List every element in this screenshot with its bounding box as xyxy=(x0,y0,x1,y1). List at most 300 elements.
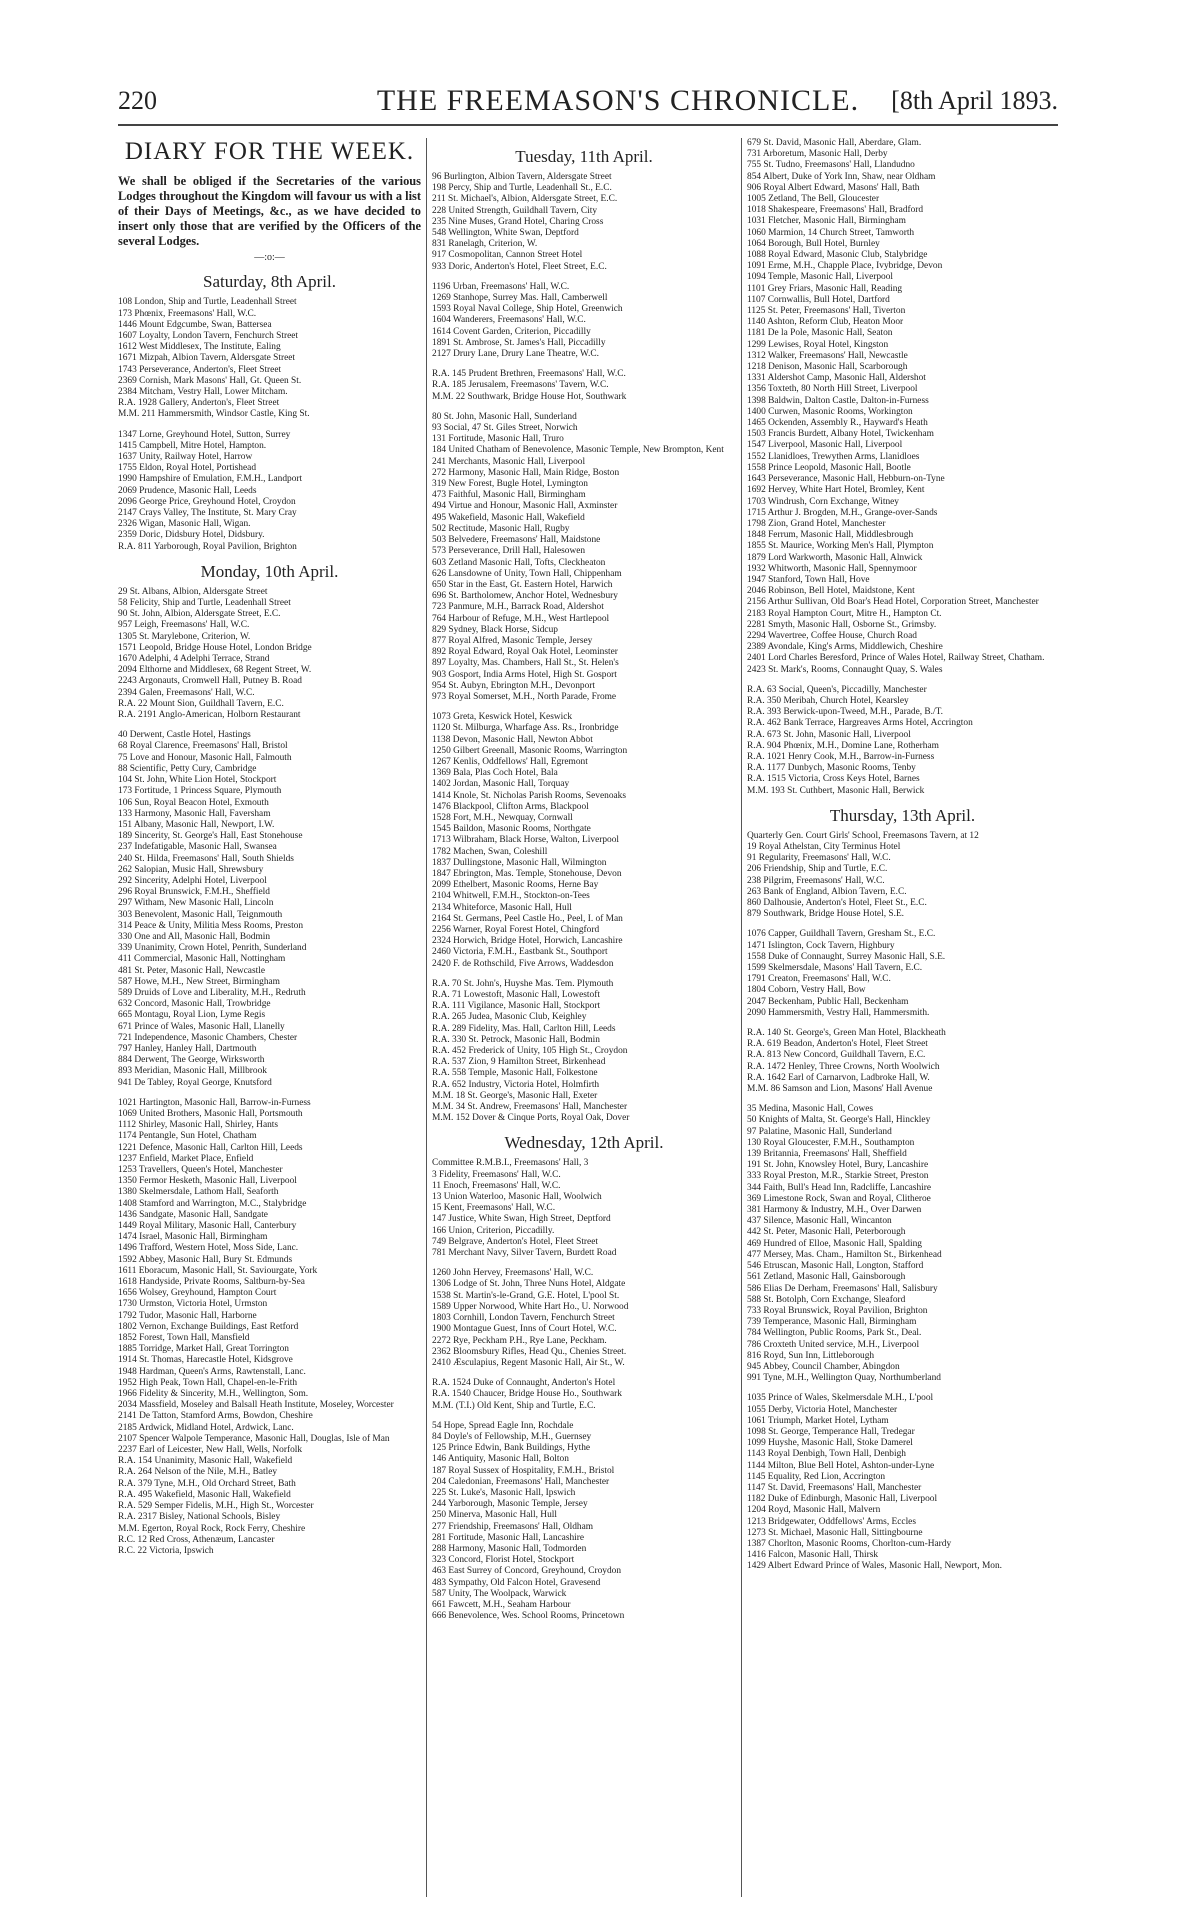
lodge-entry: 1593 Royal Naval College, Ship Hotel, Greenwich xyxy=(432,304,623,315)
lodge-entry: 97 Palatine, Masonic Hall, Sunderland xyxy=(747,1126,892,1137)
lodge-entry: 1091 Erme, M.H., Chapple Place, Ivybridge, Devon xyxy=(747,261,943,272)
lodge-entry: 2069 Prudence, Masonic Hall, Leeds xyxy=(118,485,257,496)
group-gap xyxy=(118,721,421,730)
lodge-entry: 831 Ranelagh, Criterion, W. xyxy=(432,239,538,250)
lodge-entry: 671 Prince of Wales, Masonic Hall, Llanelly xyxy=(118,1021,285,1032)
lodge-entry: 1855 St. Maurice, Working Men's Hall, Plympton xyxy=(747,541,934,552)
lodge-entry: 1503 Francis Burdett, Albany Hotel, Twickenham xyxy=(747,429,934,440)
lodge-entry: 1637 Unity, Railway Hotel, Harrow xyxy=(118,452,253,463)
lodge-entry: 1611 Eboracum, Masonic Hall, St. Saviourgate, York xyxy=(118,1265,318,1276)
lodge-entry: Committee R.M.B.I., Freemasons' Hall, 3 xyxy=(432,1158,589,1169)
group-gap xyxy=(432,273,736,282)
lodge-entry: 494 Virtue and Honour, Masonic Hall, Axminster xyxy=(432,501,618,512)
lodge-entry: 1852 Forest, Town Hall, Mansfield xyxy=(118,1333,250,1344)
lodge-entry: 228 United Strength, Guildhall Tavern, City xyxy=(432,205,598,216)
lodge-entry: 151 Albany, Masonic Hall, Newport, I.W. xyxy=(118,819,275,830)
diary-title: DIARY FOR THE WEEK. xyxy=(124,138,415,165)
lodge-entry: 1703 Windrush, Corn Exchange, Witney xyxy=(747,496,899,507)
lodge-entry: 1792 Tudor, Masonic Hall, Harborne xyxy=(118,1310,257,1321)
lodge-entry: 829 Sydney, Black Horse, Sidcup xyxy=(432,624,558,635)
lodge-entry: 1204 Royd, Masonic Hall, Malvern xyxy=(747,1505,881,1516)
lodge-entry: 1107 Cornwallis, Bull Hotel, Dartford xyxy=(747,294,890,305)
lodge-entry: 1476 Blackpool, Clifton Arms, Blackpool xyxy=(432,801,589,812)
lodge-entry: 1429 Albert Edward Prince of Wales, Masonic Hall, Newport, Mon. xyxy=(747,1561,1003,1572)
lodge-entry: 1547 Liverpool, Masonic Hall, Liverpool xyxy=(747,440,903,451)
lodge-entry: 1571 Leopold, Bridge House Hotel, London Bridge xyxy=(118,642,312,653)
lodge-entry: R.A. 813 New Concord, Guildhall Tavern, E.C. xyxy=(747,1050,926,1061)
lodge-entry: M.M. 34 St. Andrew, Freemasons' Hall, Manchester xyxy=(432,1102,628,1113)
lodge-entry: 2359 Doric, Didsbury Hotel, Didsbury. xyxy=(118,530,265,541)
lodge-entry: 816 Royd, Sun Inn, Littleborough xyxy=(747,1350,875,1361)
lodge-entry: 1356 Toxteth, 80 North Hill Street, Liverpool xyxy=(747,384,918,395)
lodge-entry: 588 St. Botolph, Corn Exchange, Sleaford xyxy=(747,1294,906,1305)
lodge-entry: 1837 Dullingstone, Masonic Hall, Wilmington xyxy=(432,857,607,868)
lodge-entry: 235 Nine Muses, Grand Hotel, Charing Cross xyxy=(432,216,604,227)
lodge-entry: R.A. 265 Judea, Masonic Club, Keighley xyxy=(432,1012,587,1023)
lodge-entry: 1446 Mount Edgcumbe, Swan, Battersea xyxy=(118,319,272,330)
lodge-entry: 189 Sincerity, St. George's Hall, East Stonehouse xyxy=(118,831,303,842)
lodge-entry: M.M. 22 Southwark, Bridge House Hot, Southwark xyxy=(432,391,627,402)
lodge-entry: 2324 Horwich, Bridge Hotel, Horwich, Lancashire xyxy=(432,936,623,947)
lodge-entry: 1885 Torridge, Market Hall, Great Torrington xyxy=(118,1344,289,1355)
column-1-body xyxy=(118,272,421,1557)
lodge-entry: 244 Yarborough, Masonic Temple, Jersey xyxy=(432,1499,588,1510)
lodge-entry: 495 Wakefield, Masonic Hall, Wakefield xyxy=(432,512,585,523)
lodge-entry: 68 Royal Clarence, Freemasons' Hall, Bristol xyxy=(118,741,288,752)
column-2 xyxy=(432,138,736,1897)
lodge-entry: 187 Royal Sussex of Hospitality, F.M.H., Bristol xyxy=(432,1465,615,1476)
lodge-entry: 1312 Walker, Freemasons' Hall, Newcastle xyxy=(747,350,908,361)
lodge-entry: 1618 Handyside, Private Rooms, Saltburn-by-Sea xyxy=(118,1277,305,1288)
lodge-entry: 897 Loyalty, Mas. Chambers, Hall St., St. Helen's xyxy=(432,658,619,669)
lodge-entry: 546 Etruscan, Masonic Hall, Longton, Stafford xyxy=(747,1261,924,1272)
lodge-entry: 1250 Gilbert Greenall, Masonic Rooms, Warrington xyxy=(432,745,628,756)
lodge-entry: 679 St. David, Masonic Hall, Aberdare, Glam. xyxy=(747,138,922,148)
lodge-entry: 3 Fidelity, Freemasons' Hall, W.C. xyxy=(432,1169,561,1180)
lodge-entry: 2243 Argonauts, Cromwell Hall, Putney B. Road xyxy=(118,676,302,687)
lodge-entry: 1545 Baildon, Masonic Rooms, Northgate xyxy=(432,824,591,835)
lodge-entry: 133 Harmony, Masonic Hall, Faversham xyxy=(118,808,271,819)
lodge-entry: M.M. 18 St. George's, Masonic Hall, Exeter xyxy=(432,1090,598,1101)
lodge-entry: R.A. 111 Vigilance, Masonic Hall, Stockport xyxy=(432,1001,601,1012)
lodge-entry: R.A. 393 Berwick-upon-Tweed, M.H., Parade, B./T. xyxy=(747,707,944,718)
lodge-entry: 1253 Travellers, Queen's Hotel, Manchester xyxy=(118,1165,283,1175)
lodge-entry: 877 Royal Alfred, Masonic Temple, Jersey xyxy=(432,635,593,646)
lodge-entry: 1589 Upper Norwood, White Hart Ho., U. Norwood xyxy=(432,1301,629,1312)
lodge-entry: 40 Derwent, Castle Hotel, Hastings xyxy=(118,730,251,741)
lodge-entry: M.M. 152 Dover & Cinque Ports, Royal Oak, Dover xyxy=(432,1113,630,1124)
lodge-entry: 323 Concord, Florist Hotel, Stockport xyxy=(432,1555,575,1566)
lodge-entry: 906 Royal Albert Edward, Masons' Hall, Bath xyxy=(747,182,920,193)
lodge-entry: 2362 Bloomsbury Rifles, Head Qu., Chenies Street. xyxy=(432,1346,627,1357)
lodge-entry: 191 St. John, Knowsley Hotel, Bury, Lancashire xyxy=(747,1160,929,1171)
lodge-entry: 1804 Coborn, Vestry Hall, Bow xyxy=(747,985,866,996)
lodge-entry: 917 Cosmopolitan, Cannon Street Hotel xyxy=(432,250,583,261)
lodge-entry: 469 Hundred of Elloe, Masonic Hall, Spalding xyxy=(747,1238,922,1249)
lodge-entry: 1400 Curwen, Masonic Rooms, Workington xyxy=(747,406,913,417)
lodge-entry: 1143 Royal Denbigh, Town Hall, Denbigh xyxy=(747,1449,906,1460)
lodge-entry: 903 Gosport, India Arms Hotel, High St. Gosport xyxy=(432,669,617,680)
lodge-entry: 1436 Sandgate, Masonic Hall, Sandgate xyxy=(118,1209,268,1220)
lodge-entry: R.C. 22 Victoria, Ipswich xyxy=(118,1545,214,1556)
lodge-entry: 1035 Prince of Wales, Skelmersdale M.H., L'pool xyxy=(747,1393,934,1404)
lodge-entry: 721 Independence, Masonic Chambers, Chester xyxy=(118,1032,298,1043)
lodge-entry: 2164 St. Germans, Peel Castle Ho., Peel, I. of Man xyxy=(432,913,623,924)
lodge-entry: 1948 Hardman, Queen's Arms, Rawtenstall, Lanc. xyxy=(118,1366,306,1377)
lodge-entry: 166 Union, Criterion, Piccadilly. xyxy=(432,1225,555,1236)
lodge-entry: 1073 Greta, Keswick Hotel, Keswick xyxy=(432,712,573,723)
lodge-entry: R.A. 22 Mount Sion, Guildhall Tavern, E.C. xyxy=(118,698,284,709)
lodge-entry: R.A. 330 St. Petrock, Masonic Hall, Bodmin xyxy=(432,1034,600,1045)
lodge-entry: 797 Hanley, Hanley Hall, Dartmouth xyxy=(118,1043,257,1054)
day-heading: Wednesday, 12th April. xyxy=(504,1133,664,1153)
lodge-entry: R.A. 811 Yarborough, Royal Pavilion, Brighton xyxy=(118,541,297,552)
lodge-entry: 319 New Forest, Bugle Hotel, Lymington xyxy=(432,479,588,490)
lodge-entry: 786 Croxteth United service, M.H., Liverpool xyxy=(747,1339,920,1350)
lodge-entry: 2256 Warner, Royal Forest Hotel, Chingford xyxy=(432,925,600,935)
lodge-entry: 272 Harmony, Masonic Hall, Main Ridge, Boston xyxy=(432,467,620,478)
lodge-entry: M.M. (T.I.) Old Kent, Ship and Turtle, E.C. xyxy=(432,1400,596,1411)
group-gap xyxy=(747,920,1058,929)
lodge-entry: 884 Derwent, The George, Wirksworth xyxy=(118,1055,265,1066)
lodge-entry: 2326 Wigan, Masonic Hall, Wigan. xyxy=(118,519,251,530)
page-number: 220 xyxy=(118,86,157,115)
lodge-entry: 1408 Stamford and Warrington, M.C., Stalybridge xyxy=(118,1198,307,1209)
lodge-entry: 2272 Rye, Peckham P.H., Rye Lane, Peckham. xyxy=(432,1335,607,1346)
lodge-entry: 50 Knights of Malta, St. George's Hall, Hinckley xyxy=(747,1115,931,1126)
lodge-entry: 11 Enoch, Freemasons' Hall, W.C. xyxy=(432,1180,561,1191)
lodge-entry: 1331 Aldershot Camp, Masonic Hall, Aldershot xyxy=(747,373,926,384)
lodge-entry: 1147 St. David, Freemasons' Hall, Manchester xyxy=(747,1482,922,1493)
day-heading: Thursday, 13th April. xyxy=(829,805,976,825)
lodge-entry: 108 London, Ship and Turtle, Leadenhall Street xyxy=(118,297,297,308)
lodge-entry: R.A. 2317 Bisley, National Schools, Bisley xyxy=(118,1512,281,1523)
lodge-entry: 15 Kent, Freemasons' Hall, W.C. xyxy=(432,1203,556,1214)
lodge-entry: 1782 Machen, Swan, Coleshill xyxy=(432,846,548,857)
lodge-entry: 1416 Falcon, Masonic Hall, Thirsk xyxy=(747,1550,879,1561)
lodge-entry: 297 Witham, New Masonic Hall, Lincoln xyxy=(118,898,274,909)
lodge-entry: 1891 St. Ambrose, St. James's Hall, Piccadilly xyxy=(432,337,606,348)
lodge-entry: 2420 F. de Rothschild, Five Arrows, Waddesdon xyxy=(432,958,614,969)
lodge-entry: 477 Mersey, Mas. Cham., Hamilton St., Birkenhead xyxy=(747,1249,942,1260)
lodge-entry: 1715 Arthur J. Brogden, M.H., Grange-over-Sands xyxy=(747,507,938,518)
lodge-entry: 991 Tyne, M.H., Wellington Quay, Northumberland xyxy=(747,1373,941,1384)
lodge-entry: 91 Regularity, Freemasons' Hall, W.C. xyxy=(747,853,891,864)
lodge-entry: R.A. 1021 Henry Cook, M.H., Barrow-in-Furness xyxy=(747,751,935,762)
lodge-entry: 75 Love and Honour, Masonic Hall, Falmouth xyxy=(118,752,292,763)
lodge-entry: 1005 Zetland, The Bell, Gloucester xyxy=(747,194,880,205)
lodge-entry: 650 Star in the East, Gt. Eastern Hotel, Harwich xyxy=(432,579,613,590)
lodge-entry: 1060 Marmion, 14 Church Street, Tamworth xyxy=(747,227,915,238)
lodge-entry: 35 Medina, Masonic Hall, Cowes xyxy=(747,1104,874,1115)
lodge-entry: 292 Sincerity, Adelphi Hotel, Liverpool xyxy=(118,875,267,886)
lodge-entry: 1076 Capper, Guildhall Tavern, Gresham St., E.C. xyxy=(747,929,936,940)
day-heading: Monday, 10th April. xyxy=(200,561,339,581)
lodge-entry: 1088 Royal Edward, Masonic Club, Stalybridge xyxy=(747,250,928,261)
lodge-entry: R.A. 63 Social, Queen's, Piccadilly, Manchester xyxy=(747,684,927,695)
lodge-entry: 1803 Cornhill, London Tavern, Fenchurch Street xyxy=(432,1313,615,1324)
lodge-entry: 1932 Whitworth, Masonic Hall, Spennymoor xyxy=(747,563,917,574)
lodge-entry: 749 Belgrave, Anderton's Hotel, Fleet Street xyxy=(432,1236,598,1247)
lodge-entry: R.A. 154 Unanimity, Masonic Hall, Wakefield xyxy=(118,1456,293,1467)
lodge-entry: 2090 Hammersmith, Vestry Hall, Hammersmith. xyxy=(747,1007,930,1018)
lodge-entry: R.A. 145 Prudent Brethren, Freemasons' Hall, W.C. xyxy=(432,369,626,380)
lodge-entry: R.A. 1928 Gallery, Anderton's, Fleet Street xyxy=(118,398,280,409)
lodge-entry: 1474 Israel, Masonic Hall, Birmingham xyxy=(118,1232,268,1243)
lodge-entry: 548 Wellington, White Swan, Deptford xyxy=(432,228,579,239)
lodge-entry: 93 Social, 47 St. Giles Street, Norwich xyxy=(432,423,578,434)
column-2-body xyxy=(432,147,736,1622)
lodge-entry: 2127 Drury Lane, Drury Lane Theatre, W.C. xyxy=(432,349,599,360)
lodge-entry: 240 St. Hilda, Freemasons' Hall, South Shields xyxy=(118,853,294,864)
lodge-entry: 731 Arboretum, Masonic Hall, Derby xyxy=(747,149,888,160)
lodge-entry: 1471 Islington, Cock Tavern, Highbury xyxy=(747,940,895,951)
column-rule xyxy=(426,138,427,1897)
lodge-entry: R.A. 1515 Victoria, Cross Keys Hotel, Barnes xyxy=(747,774,920,785)
group-gap xyxy=(432,970,736,979)
lodge-entry: 238 Pilgrim, Freemasons' Hall, W.C. xyxy=(747,875,885,886)
lodge-entry: 1755 Eldon, Royal Hotel, Portishead xyxy=(118,463,257,474)
lodge-entry: 204 Caledonian, Freemasons' Hall, Manchester xyxy=(432,1476,610,1487)
column-rule xyxy=(741,138,742,1897)
lodge-entry: R.A. 1524 Duke of Connaught, Anderton's Hotel xyxy=(432,1378,616,1389)
lodge-entry: R.A. 652 Industry, Victoria Hotel, Holmfirth xyxy=(432,1079,600,1090)
lodge-entry: 1221 Defence, Masonic Hall, Carlton Hill, Leeds xyxy=(118,1142,303,1153)
lodge-entry: 2099 Ethelbert, Masonic Rooms, Herne Bay xyxy=(432,880,599,891)
lodge-entry: 1267 Kenlis, Oddfellows' Hall, Egremont xyxy=(432,756,588,767)
lodge-entry: 2141 De Tatton, Stamford Arms, Bowdon, Cheshire xyxy=(118,1411,313,1422)
lodge-entry: M.M. Egerton, Royal Rock, Rock Ferry, Cheshire xyxy=(118,1523,306,1534)
lodge-entry: 764 Harbour of Refuge, M.H., West Hartlepool xyxy=(432,613,610,624)
lodge-entry: R.A. 1540 Chaucer, Bridge House Ho., Southwark xyxy=(432,1389,622,1400)
lodge-entry: 957 Leigh, Freemasons' Hall, W.C. xyxy=(118,620,250,631)
lodge-entry: 344 Faith, Bull's Head Inn, Radcliffe, Lancashire xyxy=(747,1182,932,1193)
lodge-entry: 893 Meridian, Masonic Hall, Millbrook xyxy=(118,1066,267,1077)
lodge-entry: 84 Doyle's of Fellowship, M.H., Guernsey xyxy=(432,1431,592,1442)
group-gap xyxy=(432,1369,736,1378)
lodge-entry: 1387 Chorlton, Masonic Rooms, Chorlton-cum-Hardy xyxy=(747,1538,952,1549)
lodge-entry: 2460 Victoria, F.M.H., Eastbank St., Southport xyxy=(432,947,608,958)
lodge-entry: 879 Southwark, Bridge House Hotel, S.E. xyxy=(747,909,905,920)
lodge-entry: R.A. 1177 Dunbych, Masonic Rooms, Tenby xyxy=(747,763,916,774)
lodge-entry: 2394 Galen, Freemasons' Hall, W.C. xyxy=(118,687,255,698)
lodge-entry: 586 Elias De Derham, Freemasons' Hall, Salisbury xyxy=(747,1283,938,1294)
column-3-body xyxy=(747,138,1058,1573)
lodge-entry: R.A. 1642 Earl of Carnarvon, Ladbroke Hall, W. xyxy=(747,1072,930,1083)
lodge-entry: 54 Hope, Spread Eagle Inn, Rochdale xyxy=(432,1420,574,1431)
lodge-entry: 2423 St. Mark's, Rooms, Connaught Quay, S. Wales xyxy=(747,664,943,675)
separator: —:o:— xyxy=(254,252,285,264)
lodge-entry: 2107 Spencer Walpole Temperance, Masonic Hall, Douglas, Isle of Man xyxy=(118,1433,390,1444)
lodge-entry: 281 Fortitude, Masonic Hall, Lancashire xyxy=(432,1532,585,1543)
lodge-entry: 1021 Hartington, Masonic Hall, Barrow-in-Furness xyxy=(118,1097,311,1108)
lodge-entry: 2410 Æsculapius, Regent Masonic Hall, Air St., W. xyxy=(432,1357,625,1368)
lodge-entry: 147 Justice, White Swan, High Street, Deptford xyxy=(432,1214,611,1225)
lodge-entry: 104 St. John, White Lion Hotel, Stockport xyxy=(118,775,277,786)
lodge-entry: 411 Commercial, Masonic Hall, Nottingham xyxy=(118,954,286,965)
lodge-entry: 1269 Stanhope, Surrey Mas. Hall, Camberwell xyxy=(432,293,608,304)
lodge-entry: 1018 Shakespeare, Freemasons' Hall, Bradford xyxy=(747,205,924,216)
page-header xyxy=(118,84,1058,126)
lodge-entry: Quarterly Gen. Court Girls' School, Freemasons Tavern, at 12 xyxy=(747,830,979,841)
lodge-entry: 2047 Beckenham, Public Hall, Beckenham xyxy=(747,996,909,1007)
lodge-entry: R.A. 289 Fidelity, Mas. Hall, Carlton Hill, Leeds xyxy=(432,1023,616,1034)
lodge-entry: 1094 Temple, Masonic Hall, Liverpool xyxy=(747,272,894,283)
lodge-entry: 2094 Elthorne and Middlesex, 68 Regent Street, W. xyxy=(118,665,312,676)
lodge-entry: 473 Faithful, Masonic Hall, Birmingham xyxy=(432,490,586,501)
lodge-entry: 173 Fortitude, 1 Princess Square, Plymouth xyxy=(118,786,282,797)
group-gap xyxy=(747,1019,1058,1028)
lodge-entry: 2134 Whiteforce, Masonic Hall, Hull xyxy=(432,902,572,913)
lodge-entry: 973 Royal Somerset, M.H., North Parade, Frome xyxy=(432,691,617,702)
lodge-entry: R.A. 558 Temple, Masonic Hall, Folkestone xyxy=(432,1068,598,1079)
lodge-entry: 1990 Hampshire of Emulation, F.M.H., Landport xyxy=(118,474,303,485)
lodge-entry: 303 Benevolent, Masonic Hall, Teignmouth xyxy=(118,909,283,920)
lodge-entry: M.M. 193 St. Cuthbert, Masonic Hall, Berwick xyxy=(747,785,925,796)
lodge-entry: 2104 Whitwell, F.M.H., Stockton-on-Tees xyxy=(432,891,590,902)
lodge-entry: 589 Druids of Love and Liberality, M.H., Redruth xyxy=(118,987,306,998)
lodge-entry: 626 Lansdowne of Unity, Town Hall, Chippenham xyxy=(432,568,622,579)
lodge-entry: 88 Scientific, Petty Cury, Cambridge xyxy=(118,763,257,774)
lodge-entry: 481 St. Peter, Masonic Hall, Newcastle xyxy=(118,965,265,976)
lodge-entry: 139 Britannia, Freemasons' Hall, Sheffield xyxy=(747,1149,907,1160)
lodge-entry: 1947 Stanford, Town Hall, Hove xyxy=(747,574,870,585)
lodge-entry: 19 Royal Athelstan, City Terminus Hotel xyxy=(747,841,901,852)
lodge-entry: 1069 United Brothers, Masonic Hall, Portsmouth xyxy=(118,1108,303,1119)
lodge-entry: 666 Benevolence, Wes. School Rooms, Princetown xyxy=(432,1611,625,1622)
lodge-entry: 1306 Lodge of St. John, Three Nuns Hotel, Aldgate xyxy=(432,1279,626,1290)
lodge-entry: 225 St. Luke's, Masonic Hall, Ipswich xyxy=(432,1487,576,1498)
lodge-entry: 1064 Borough, Bull Hotel, Burnley xyxy=(747,238,880,249)
lodge-entry: 1552 Llanidloes, Trewythen Arms, Llanidloes xyxy=(747,451,920,462)
issue-date: [8th April 1893. xyxy=(891,86,1058,115)
lodge-entry: 1099 Huyshe, Masonic Hall, Stoke Damerel xyxy=(747,1438,913,1449)
lodge-entry: R.A. 495 Wakefield, Masonic Hall, Wakefield xyxy=(118,1489,291,1500)
lodge-entry: 241 Merchants, Masonic Hall, Liverpool xyxy=(432,456,586,467)
lodge-entry: 603 Zetland Masonic Hall, Tofts, Cleckheaton xyxy=(432,557,606,568)
lodge-entry: 587 Howe, M.H., New Street, Birmingham xyxy=(118,976,280,987)
column-1 xyxy=(118,138,421,1897)
lodge-entry: 125 Prince Edwin, Bank Buildings, Hythe xyxy=(432,1443,591,1454)
lodge-entry: 1031 Fletcher, Masonic Hall, Birmingham xyxy=(747,216,906,227)
lodge-entry: 369 Limestone Rock, Swan and Royal, Clitheroe xyxy=(747,1193,931,1204)
lodge-entry: 262 Salopian, Music Hall, Shrewsbury xyxy=(118,864,264,875)
lodge-entry: 954 St. Aubyn, Ebrington M.H., Devonport xyxy=(432,680,596,691)
lodge-entry: 860 Dalhousie, Anderton's Hotel, Fleet St., E.C. xyxy=(747,898,927,908)
lodge-entry: 330 One and All, Masonic Hall, Bodmin xyxy=(118,931,271,942)
lodge-entry: 1791 Creaton, Freemasons' Hall, W.C. xyxy=(747,974,891,985)
lodge-entry: 1305 St. Marylebone, Criterion, W. xyxy=(118,631,251,642)
lodge-entry: 1120 St. Milburga, Wharfage Ass. Rs., Ironbridge xyxy=(432,723,619,734)
lodge-entry: 933 Doric, Anderton's Hotel, Fleet Street, E.C. xyxy=(432,261,607,272)
lodge-entry: 665 Montagu, Royal Lion, Lyme Regis xyxy=(118,1010,266,1021)
lodge-entry: 2096 George Price, Greyhound Hotel, Croydon xyxy=(118,496,296,507)
group-gap xyxy=(432,1412,736,1421)
lodge-entry: 106 Sun, Royal Beacon Hotel, Exmouth xyxy=(118,797,269,808)
lodge-entry: 1670 Adelphi, 4 Adelphi Terrace, Strand xyxy=(118,654,270,665)
lodge-entry: 1237 Enfield, Market Place, Enfield xyxy=(118,1153,254,1164)
lodge-entry: R.A. 537 Zion, 9 Hamilton Street, Birkenhead xyxy=(432,1057,606,1068)
lodge-entry: 1558 Duke of Connaught, Surrey Masonic Hall, S.E. xyxy=(747,951,946,962)
lodge-entry: 1181 De la Pole, Masonic Hall, Seaton xyxy=(747,328,893,339)
lodge-entry: R.A. 673 St. John, Masonic Hall, Liverpool xyxy=(747,729,911,740)
day-heading: Saturday, 8th April. xyxy=(203,272,336,292)
lodge-entry: 277 Friendship, Freemasons' Hall, Oldham xyxy=(432,1521,594,1532)
lodge-entry: 339 Unanimity, Crown Hotel, Penrith, Sunderland xyxy=(118,943,307,954)
lodge-entry: 733 Royal Brunswick, Royal Pavilion, Brighton xyxy=(747,1305,928,1316)
lodge-entry: 1713 Wilbraham, Black Horse, Walton, Liverpool xyxy=(432,835,620,846)
lodge-entry: 1879 Lord Warkworth, Masonic Hall, Alnwick xyxy=(747,552,923,563)
lodge-entry: 314 Peace & Unity, Militia Mess Rooms, Preston xyxy=(118,920,304,931)
group-gap xyxy=(432,1259,736,1268)
lodge-entry: 130 Royal Gloucester, F.M.H., Southampton xyxy=(747,1137,915,1148)
lodge-entry: 1643 Perseverance, Masonic Hall, Hebburn-on-Tyne xyxy=(747,474,945,485)
lodge-entry: 1496 Trafford, Western Hotel, Moss Side, Lanc. xyxy=(118,1243,299,1254)
lodge-entry: 723 Panmure, M.H., Barrack Road, Aldershot xyxy=(432,602,604,613)
lodge-entry: 1614 Covent Garden, Criterion, Piccadilly xyxy=(432,326,591,337)
lodge-entry: 1558 Prince Leopold, Masonic Hall, Bootle xyxy=(747,462,911,473)
lodge-entry: 1145 Equality, Red Lion, Accrington xyxy=(747,1471,886,1482)
lodge-entry: 1528 Fort, M.H., Newquay, Cornwall xyxy=(432,812,573,823)
lodge-entry: R.C. 12 Red Cross, Athenæum, Lancaster xyxy=(118,1534,275,1545)
lodge-entry: 1218 Denison, Masonic Hall, Scarborough xyxy=(747,362,908,373)
lodge-entry: 1398 Baldwin, Dalton Castle, Dalton-in-Furness xyxy=(747,395,929,406)
lodge-entry: 2046 Robinson, Bell Hotel, Maidstone, Kent xyxy=(747,586,915,597)
lodge-entry: 90 St. John, Albion, Aldersgate Street, E.C. xyxy=(118,609,281,620)
lodge-entry: 2237 Earl of Leicester, New Hall, Wells, Norfolk xyxy=(118,1445,303,1456)
lodge-entry: 296 Royal Brunswick, F.M.H., Sheffield xyxy=(118,887,270,898)
lodge-entry: 1612 West Middlesex, The Institute, Ealing xyxy=(118,342,281,353)
lodge-entry: R.A. 185 Jerusalem, Freemasons' Tavern, W.C. xyxy=(432,380,609,391)
lodge-entry: 184 United Chatham of Benevolence, Masonic Temple, New Brompton, Kent xyxy=(432,445,724,456)
lodge-entry: 1347 Lorne, Greyhound Hotel, Sutton, Surrey xyxy=(118,429,291,440)
lodge-entry: 1055 Derby, Victoria Hotel, Manchester xyxy=(747,1404,898,1415)
lodge-entry: 1592 Abbey, Masonic Hall, Bury St. Edmunds xyxy=(118,1254,293,1265)
lodge-entry: 1599 Skelmersdale, Masons' Hall Tavern, E.C. xyxy=(747,963,923,974)
lodge-entry: 945 Abbey, Council Chamber, Abingdon xyxy=(747,1361,900,1372)
day-heading: Tuesday, 11th April. xyxy=(515,147,653,166)
lodge-entry: 2401 Lord Charles Beresford, Prince of Wales Hotel, Railway Street, Chatham. xyxy=(747,653,1045,664)
lodge-entry: R.A. 462 Bank Terrace, Hargreaves Arms Hotel, Accrington xyxy=(747,718,973,729)
lodge-entry: 1299 Lewises, Royal Hotel, Kingston xyxy=(747,339,889,350)
lodge-entry: 781 Merchant Navy, Silver Tavern, Burdett Road xyxy=(432,1248,617,1259)
publication-title: THE FREEMASON'S CHRONICLE. xyxy=(376,84,860,117)
lodge-entry: 263 Bank of England, Albion Tavern, E.C. xyxy=(747,886,907,897)
group-gap xyxy=(747,1384,1058,1393)
lodge-entry: 1369 Bala, Plas Coch Hotel, Bala xyxy=(432,768,558,779)
lodge-entry: 1671 Mizpah, Albion Tavern, Aldersgate Street xyxy=(118,353,295,364)
group-gap xyxy=(432,360,736,369)
lodge-entry: 2147 Crays Valley, The Institute, St. Mary Cray xyxy=(118,508,297,519)
group-gap xyxy=(432,403,736,412)
lodge-entry: 1112 Shirley, Masonic Hall, Shirley, Hants xyxy=(118,1120,279,1131)
lodge-entry: 58 Felicity, Ship and Turtle, Leadenhall Street xyxy=(118,598,291,609)
lodge-entry: 29 St. Albans, Albion, Aldersgate Street xyxy=(118,586,268,597)
lodge-entry: 1350 Fermor Hesketh, Masonic Hall, Liverpool xyxy=(118,1176,297,1187)
lodge-entry: R.A. 452 Frederick of Unity, 105 High St., Croydon xyxy=(432,1046,628,1057)
lodge-entry: 2034 Massfield, Moseley and Balsall Heath Institute, Moseley, Worcester xyxy=(118,1400,394,1411)
lodge-entry: 1538 St. Martin's-le-Grand, G.E. Hotel, L'pool St. xyxy=(432,1290,620,1301)
lodge-entry: 502 Rectitude, Masonic Hall, Rugby xyxy=(432,523,570,534)
lodge-entry: 1061 Triumph, Market Hotel, Lytham xyxy=(747,1415,889,1426)
lodge-entry: 211 St. Michael's, Albion, Aldersgate Street, E.C. xyxy=(432,194,618,205)
lodge-entry: R.A. 1472 Henley, Three Crowns, North Woolwich xyxy=(747,1061,940,1072)
lodge-entry: 1415 Campbell, Mitre Hotel, Hampton. xyxy=(118,440,267,451)
lodge-entry: 1847 Ebrington, Mas. Temple, Stonehouse, Devon xyxy=(432,868,622,879)
lodge-entry: 333 Royal Preston, M.R., Starkie Street, Preston xyxy=(747,1171,929,1182)
lodge-entry: 131 Fortitude, Masonic Hall, Truro xyxy=(432,434,564,445)
lodge-entry: 146 Antiquity, Masonic Hall, Bolton xyxy=(432,1454,569,1465)
